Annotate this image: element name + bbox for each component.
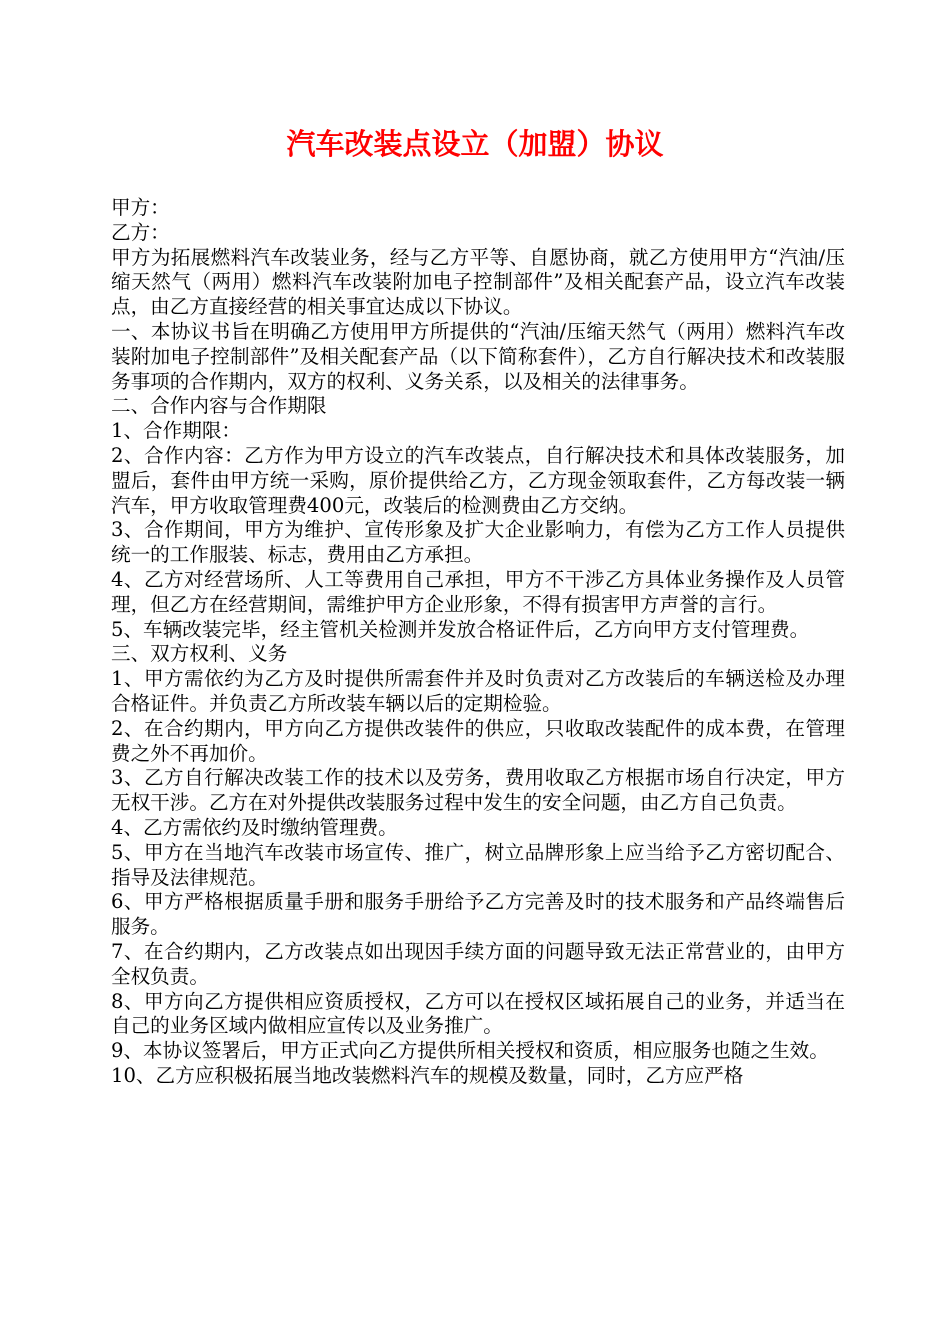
section-2-item-1: 1、合作期限： [111,419,242,443]
section-3-item-2: 2、在合约期内，甲方向乙方提供改装件的供应，只收取改装配件的成本费，在管理费之外不再加价。 [111,716,845,765]
section-3-item-3: 3、乙方自行解决改装工作的技术以及劳务，费用收取乙方根据市场自行决定，甲方无权干涉。乙方在对外提供改装服务过程中发生的安全问题，由乙方自己负责。 [111,766,845,815]
section-3-heading: 三、双方权利、义务 [111,642,288,666]
section-3-item-10: 10、乙方应积极拓展当地改装燃料汽车的规模及数量，同时，乙方应严格 [111,1063,744,1087]
section-1-paragraph: 一、本协议书旨在明确乙方使用甲方所提供的“汽油/压缩天然气（两用）燃料汽车改装附加电子控制部件”及相关配套产品（以下简称套件），乙方自行解决技术和改装服务事项的合作期内，双方的权利、义务关系，以及相关的法律事务。 [111,319,845,393]
section-2-item-4: 4、乙方对经营场所、人工等费用自己承担，甲方不干涉乙方具体业务操作及人员管理，但乙方在经营期间，需维护甲方企业形象，不得有损害甲方声誉的言行。 [111,567,845,616]
document-title: 汽车改装点设立（加盟）协议 [286,127,664,161]
section-3-item-4: 4、乙方需依约及时缴纳管理费。 [111,815,398,839]
section-3-item-7: 7、在合约期内，乙方改装点如出现因手续方面的问题导致无法正常营业的，由甲方全权负责。 [111,939,845,988]
section-3-item-5: 5、甲方在当地汽车改装市场宣传、推广，树立品牌形象上应当给予乙方密切配合、指导及法律规范。 [111,840,845,889]
party-a-line: 甲方： [111,196,170,219]
document-body [111,196,845,1089]
section-3-item-6: 6、甲方严格根据质量手册和服务手册给予乙方完善及时的技术服务和产品终端售后服务。 [111,890,845,939]
preamble-paragraph: 甲方为拓展燃料汽车改装业务，经与乙方平等、自愿协商，就乙方使用甲方“汽油/压缩天然气（两用）燃料汽车改装附加电子控制部件”及相关配套产品，设立汽车改装点，由乙方直接经营的相关事宜达成以下协议。 [111,245,845,319]
section-2-item-3: 3、合作期间，甲方为维护、宣传形象及扩大企业影响力，有偿为乙方工作人员提供统一的工作服装、标志，费用由乙方承担。 [111,518,845,567]
section-2-heading: 二、合作内容与合作期限 [111,394,327,418]
section-3-item-8: 8、甲方向乙方提供相应资质授权，乙方可以在授权区域拓展自己的业务，并适当在自己的业务区域内做相应宣传以及业务推广。 [111,989,845,1038]
section-3-item-9: 9、本协议签署后，甲方正式向乙方提供所相关授权和资质，相应服务也随之生效。 [111,1039,829,1063]
party-b-line: 乙方： [111,220,170,244]
section-2-item-5: 5、车辆改装完毕，经主管机关检测并发放合格证件后，乙方向甲方支付管理费。 [111,617,810,641]
section-2-item-2: 2、合作内容：乙方作为甲方设立的汽车改装点，自行解决技术和具体改装服务，加盟后，套件由甲方统一采购，原价提供给乙方，乙方现金领取套件，乙方每改装一辆汽车，甲方收取管理费400元，改装后的检测费由乙方交纳。 [111,443,845,517]
section-3-item-1: 1、甲方需依约为乙方及时提供所需套件并及时负责对乙方改装后的车辆送检及办理合格证件。并负责乙方所改装车辆以后的定期检验。 [111,667,845,715]
